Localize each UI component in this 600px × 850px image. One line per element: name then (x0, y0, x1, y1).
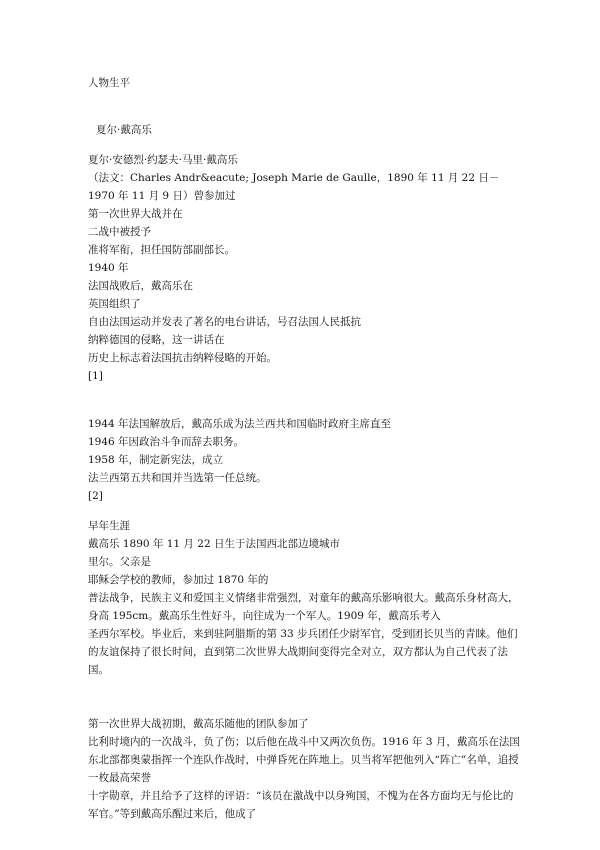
text-line: 里尔。父亲是 (88, 556, 151, 568)
text-line: 历史上标志着法国抗击纳粹侵略的开始。 (88, 352, 277, 364)
french-name-note: （法文：Charles Andr&eacute; Joseph Marie de Gaulle，1890 年 11 月 22 日－1970 年 11 月 9 日）曾参加过 (88, 172, 500, 202)
text-line: 第一次世界大战初期，戴高乐随他的团队参加了 (88, 718, 309, 730)
text-line: 戴高乐 1890 年 11 月 22 日生于法国西北部边境城市 (88, 538, 340, 550)
text-line: 第一次世界大战并在 (88, 208, 183, 220)
text-line: 法兰西第五共和国并当选第一任总统。 (88, 472, 267, 484)
text-line: 1940 年 (88, 262, 129, 274)
paragraph: 普法战争，民族主义和爱国主义情绪非常强烈，对童年的戴高乐影响很大。戴高乐身材高大，身高 195cm。戴高乐生性好斗，向往成为一个军人。1909 年，戴高乐考入 (88, 592, 519, 622)
citation-marker: [2] (88, 490, 103, 502)
citation-marker: [1] (88, 370, 103, 382)
paragraph: 十字勋章，并且给予了这样的评语：“该员在激战中以身殉国，不愧为在各方面均无与伦比的军官。”等到戴高乐醒过来后，他成了 (88, 790, 514, 820)
text-line: 准将军衔，担任国防部副部长。 (88, 244, 235, 256)
text-line: 二战中被授予 (88, 226, 151, 238)
section-heading: 人物生平 (88, 77, 130, 89)
text-line: 法国战败后，戴高乐在 (88, 280, 193, 292)
text-line: 1946 年因政治斗争而辞去职务。 (88, 436, 245, 448)
text-line: 英国组织了 (88, 298, 141, 310)
text-line: 耶稣会学校的教师，参加过 1870 年的 (88, 574, 269, 586)
full-name: 夏尔·安德烈·约瑟夫·马里·戴高乐 (88, 154, 238, 166)
paragraph: 圣西尔军校。毕业后，来到驻阿腊斯的第 33 步兵团任少尉军官，受到团长贝当的青睐。他们的友谊保持了很长时间，直到第二次世界大战期间变得完全对立，双方都认为自己代表了法国。 (88, 628, 518, 676)
text-line: 1944 年法国解放后，戴高乐成为法兰西共和国临时政府主席直至 (88, 418, 392, 430)
text-line: 1958 年，制定新宪法，成立 (88, 454, 224, 466)
section-title-early-life: 早年生涯 (88, 520, 130, 532)
text-line: 纳粹德国的侵略，这一讲话在 (88, 334, 225, 346)
page-subtitle: 夏尔·戴高乐 (96, 124, 152, 136)
text-line: 自由法国运动并发表了著名的电台讲话，号召法国人民抵抗 (88, 316, 361, 328)
paragraph: 比利时境内的一次战斗，负了伤；以后他在战斗中又两次负伤。1916 年 3 月，戴高乐在法国东北部都奥蒙指挥一个连队作战时，中弹昏死在阵地上。贝当将军把他列入“阵亡”名单，追授一枚最高荣誉 (88, 736, 520, 784)
